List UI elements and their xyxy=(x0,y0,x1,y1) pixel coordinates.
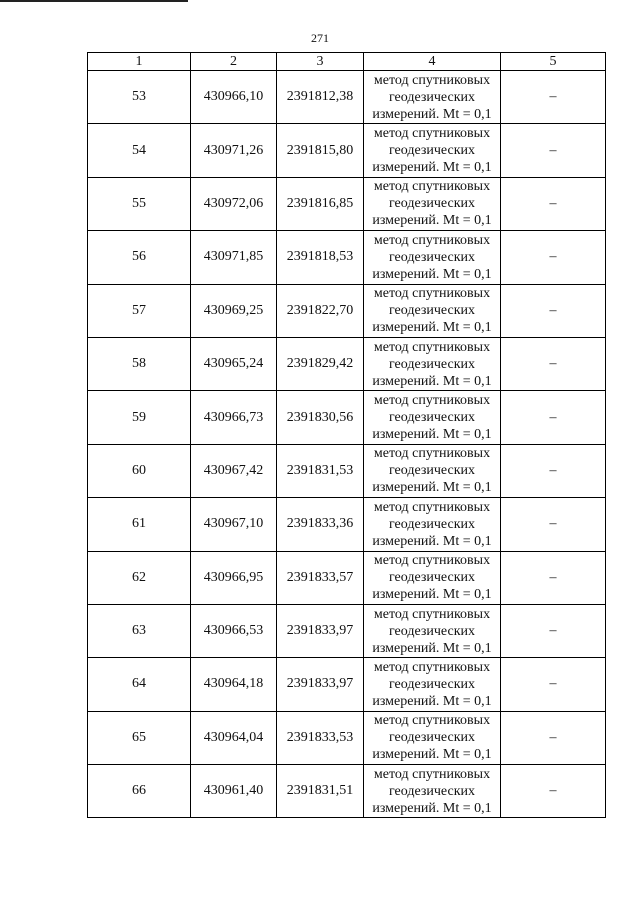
table-row xyxy=(88,711,606,764)
method-cell xyxy=(364,498,501,551)
method-line: измерений. Mt = 0,1 xyxy=(372,106,492,122)
method-line: метод спутниковых xyxy=(373,393,491,409)
point-number-cell: 66 xyxy=(88,765,191,818)
note-cell: – xyxy=(501,71,606,124)
x-coordinate-cell: 430965,24 xyxy=(191,337,277,390)
y-coordinate-cell: 2391833,97 xyxy=(277,604,364,657)
method-cell xyxy=(364,337,501,390)
x-coordinate-cell: 430964,18 xyxy=(191,658,277,711)
point-number-cell: 55 xyxy=(88,177,191,230)
method-line: метод спутниковых xyxy=(373,446,491,462)
y-coordinate-cell: 2391833,57 xyxy=(277,551,364,604)
coordinates-table xyxy=(87,52,606,818)
table-row xyxy=(88,551,606,604)
x-coordinate-cell: 430964,04 xyxy=(191,711,277,764)
table-row xyxy=(88,444,606,497)
point-number-cell: 61 xyxy=(88,498,191,551)
method-line: метод спутниковых xyxy=(373,126,491,142)
point-number-cell: 59 xyxy=(88,391,191,444)
method-cell xyxy=(364,391,501,444)
column-header: 5 xyxy=(501,53,606,71)
x-coordinate-cell: 430966,10 xyxy=(191,71,277,124)
table-row xyxy=(88,284,606,337)
table-row xyxy=(88,231,606,284)
method-line: измерений. Mt = 0,1 xyxy=(372,160,492,176)
note-cell: – xyxy=(501,444,606,497)
y-coordinate-cell: 2391831,53 xyxy=(277,444,364,497)
method-line: метод спутниковых xyxy=(373,339,491,355)
note-cell: – xyxy=(501,124,606,177)
y-coordinate-cell: 2391830,56 xyxy=(277,391,364,444)
point-number-cell: 63 xyxy=(88,604,191,657)
method-cell xyxy=(364,71,501,124)
point-number-cell: 57 xyxy=(88,284,191,337)
point-number-cell: 64 xyxy=(88,658,191,711)
y-coordinate-cell: 2391831,51 xyxy=(277,765,364,818)
table-row xyxy=(88,391,606,444)
method-line: метод спутниковых xyxy=(373,232,491,248)
method-cell xyxy=(364,284,501,337)
x-coordinate-cell: 430966,73 xyxy=(191,391,277,444)
method-line: измерений. Mt = 0,1 xyxy=(372,640,492,656)
method-line: измерений. Mt = 0,1 xyxy=(372,587,492,603)
column-header: 3 xyxy=(277,53,364,71)
note-cell: – xyxy=(501,391,606,444)
point-number-cell: 54 xyxy=(88,124,191,177)
method-line: метод спутниковых xyxy=(373,766,491,782)
y-coordinate-cell: 2391816,85 xyxy=(277,177,364,230)
x-coordinate-cell: 430971,85 xyxy=(191,231,277,284)
x-coordinate-cell: 430966,53 xyxy=(191,604,277,657)
method-line: геодезических xyxy=(388,783,475,799)
method-cell xyxy=(364,177,501,230)
point-number-cell: 56 xyxy=(88,231,191,284)
column-header: 1 xyxy=(88,53,191,71)
method-line: измерений. Mt = 0,1 xyxy=(372,320,492,336)
method-line: геодезических xyxy=(388,730,475,746)
method-line: геодезических xyxy=(388,89,475,105)
method-cell xyxy=(364,604,501,657)
method-line: геодезических xyxy=(388,143,475,159)
method-line: геодезических xyxy=(388,303,475,319)
x-coordinate-cell: 430969,25 xyxy=(191,284,277,337)
column-header: 2 xyxy=(191,53,277,71)
table-row xyxy=(88,71,606,124)
note-cell: – xyxy=(501,337,606,390)
table-header-row xyxy=(88,53,606,71)
note-cell: – xyxy=(501,711,606,764)
table-row xyxy=(88,498,606,551)
method-line: геодезических xyxy=(388,676,475,692)
x-coordinate-cell: 430972,06 xyxy=(191,177,277,230)
method-cell xyxy=(364,124,501,177)
method-line: геодезических xyxy=(388,463,475,479)
point-number-cell: 60 xyxy=(88,444,191,497)
method-line: измерений. Mt = 0,1 xyxy=(372,373,492,389)
method-line: измерений. Mt = 0,1 xyxy=(372,693,492,709)
page-number: 271 xyxy=(311,31,329,45)
note-cell: – xyxy=(501,284,606,337)
method-cell xyxy=(364,765,501,818)
y-coordinate-cell: 2391815,80 xyxy=(277,124,364,177)
point-number-cell: 53 xyxy=(88,71,191,124)
note-cell: – xyxy=(501,177,606,230)
y-coordinate-cell: 2391818,53 xyxy=(277,231,364,284)
point-number-cell: 62 xyxy=(88,551,191,604)
method-line: метод спутниковых xyxy=(373,179,491,195)
table-row xyxy=(88,337,606,390)
method-cell xyxy=(364,551,501,604)
table-row xyxy=(88,765,606,818)
method-line: метод спутниковых xyxy=(373,72,491,88)
method-line: измерений. Mt = 0,1 xyxy=(372,800,492,816)
method-cell xyxy=(364,231,501,284)
note-cell: – xyxy=(501,765,606,818)
method-line: геодезических xyxy=(388,249,475,265)
method-line: метод спутниковых xyxy=(373,713,491,729)
method-line: метод спутниковых xyxy=(373,286,491,302)
method-line: метод спутниковых xyxy=(373,606,491,622)
note-cell: – xyxy=(501,658,606,711)
method-line: метод спутниковых xyxy=(373,553,491,569)
method-cell xyxy=(364,658,501,711)
table-body xyxy=(88,71,606,818)
method-line: измерений. Mt = 0,1 xyxy=(372,213,492,229)
point-number-cell: 58 xyxy=(88,337,191,390)
method-line: геодезических xyxy=(388,516,475,532)
column-header: 4 xyxy=(364,53,501,71)
method-line: метод спутниковых xyxy=(373,659,491,675)
y-coordinate-cell: 2391833,97 xyxy=(277,658,364,711)
method-cell xyxy=(364,444,501,497)
method-line: измерений. Mt = 0,1 xyxy=(372,427,492,443)
method-line: геодезических xyxy=(388,623,475,639)
note-cell: – xyxy=(501,498,606,551)
method-line: геодезических xyxy=(388,196,475,212)
method-line: метод спутниковых xyxy=(373,499,491,515)
note-cell: – xyxy=(501,551,606,604)
y-coordinate-cell: 2391812,38 xyxy=(277,71,364,124)
method-line: измерений. Mt = 0,1 xyxy=(372,747,492,763)
y-coordinate-cell: 2391829,42 xyxy=(277,337,364,390)
method-line: геодезических xyxy=(388,410,475,426)
x-coordinate-cell: 430971,26 xyxy=(191,124,277,177)
method-line: измерений. Mt = 0,1 xyxy=(372,533,492,549)
table-row xyxy=(88,124,606,177)
x-coordinate-cell: 430961,40 xyxy=(191,765,277,818)
y-coordinate-cell: 2391822,70 xyxy=(277,284,364,337)
top-rule xyxy=(0,0,188,2)
y-coordinate-cell: 2391833,36 xyxy=(277,498,364,551)
note-cell: – xyxy=(501,604,606,657)
x-coordinate-cell: 430967,10 xyxy=(191,498,277,551)
x-coordinate-cell: 430967,42 xyxy=(191,444,277,497)
table-row xyxy=(88,604,606,657)
x-coordinate-cell: 430966,95 xyxy=(191,551,277,604)
note-cell: – xyxy=(501,231,606,284)
table-row xyxy=(88,177,606,230)
method-line: измерений. Mt = 0,1 xyxy=(372,266,492,282)
method-cell xyxy=(364,711,501,764)
point-number-cell: 65 xyxy=(88,711,191,764)
y-coordinate-cell: 2391833,53 xyxy=(277,711,364,764)
method-line: измерений. Mt = 0,1 xyxy=(372,480,492,496)
method-line: геодезических xyxy=(388,570,475,586)
table-row xyxy=(88,658,606,711)
method-line: геодезических xyxy=(388,356,475,372)
